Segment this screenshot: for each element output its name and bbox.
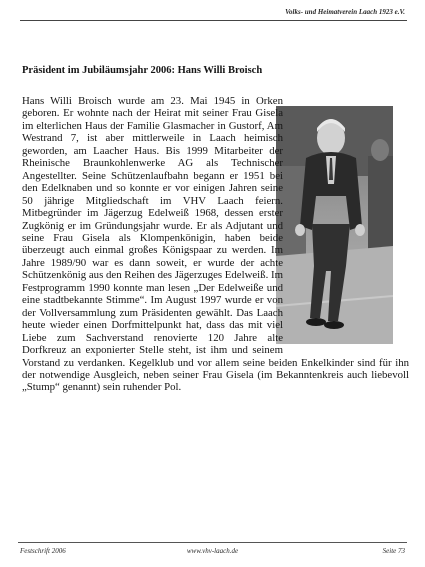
footer-divider — [18, 542, 407, 543]
header-divider — [20, 20, 407, 21]
footer-publication: Festschrift 2006 — [20, 547, 66, 555]
page-header: Volks- und Heimatverein Laach 1923 e.V. — [285, 8, 405, 16]
footer-website: www.vhv-laach.de — [186, 547, 239, 555]
page-footer — [20, 545, 405, 557]
photo-placeholder — [289, 95, 409, 351]
article-body-text: Hans Willi Broisch wurde am 23. Mai 1945 in Orken geboren. Er wohnte nach der Heirat mit seiner Frau Gisela im elterlichen Haus der Familie Glasmacher in Gustorf, Am Westrand 7, ist aber mittlerweile in Laach heimisch geworden, am Laacher Haus. Bis 1999 Mitarbeiter der Rheinische Braunkohlenwerke AG als Technischer Angestellter. Seine Schützenlaufbahn begann er 1951 bei den Edelknaben und so konnte er vor einigen Jahren seine 50 jährige Mitgliedschaft im VHV Laach feiern. Mitbegründer im Jägerzug Edelweiß 1968, dessen erster Zugkönig er im Gründungsjahr wurde. Er als Adjutant und seine Frau Gisela als Klompenkönigin, haben beide überzeugt auch einmal großes Königspaar zu werden. Im Jahre 1989/90 war es dann soweit, er wurde der achte Schützenkönig aus den Reihen des Jägerzuges Edelweiß. Im Festprogramm 1990 konnte man lesen „Der Edelweiße und eine stadtbekannte Stimme“. Im August 1997 wurde er von der Vollversammlung zum Präsidenten gewählt. Das Laach heute wieder einen Dorfmittelpunkt hat, dass das mit viel Liebe zum Sachverstand renovierte 120 Jahre alte Dorfkreuz an exponierter Stelle steht, ist ihm und seinem Vorstand zu verdanken. Kegelklub und vor allem seine beiden Enkelkinder sind für ihn der notwendige Ausgleich, neben seiner Frau Gisela (im Bekanntenkreis auch liebevoll „Stump“ genannt) sein ruhender Pol. — [22, 95, 409, 394]
article-title: Präsident im Jubiläumsjahr 2006: Hans Willi Broisch — [22, 65, 263, 76]
footer-page-number: Seite 73 — [382, 547, 405, 555]
article-body — [22, 95, 409, 394]
